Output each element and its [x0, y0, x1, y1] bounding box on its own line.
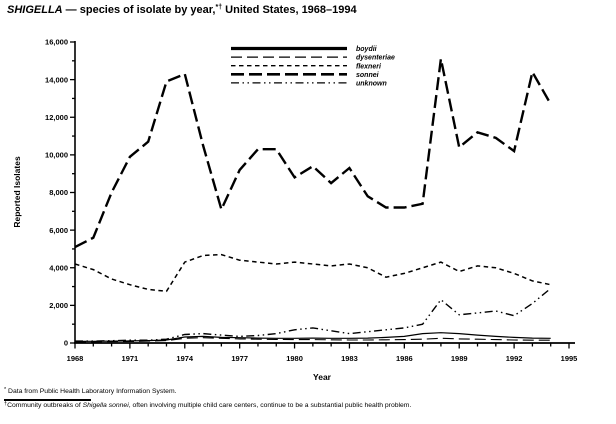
legend-label-unknown: unknown: [356, 80, 387, 88]
x-tick-label: 1974: [176, 354, 194, 363]
x-tick-label: 1968: [66, 354, 84, 363]
y-axis-title: Reported Isolates: [12, 156, 22, 228]
series-line-sonnei: [75, 59, 551, 247]
y-tick-label: 4,000: [49, 263, 68, 273]
y-tick-label: 2,000: [49, 301, 68, 311]
footnote-community: [4, 401, 411, 409]
y-tick-label: 0: [63, 338, 68, 348]
x-tick-label: 1986: [395, 354, 413, 363]
footnote-data-source: [4, 387, 177, 395]
title-main: — species of isolate by year,: [62, 4, 216, 16]
x-tick-label: 1971: [121, 354, 139, 363]
title-tail: United States, 1968–1994: [222, 4, 357, 16]
x-tick-label: 1992: [505, 354, 523, 363]
footnote-marker-asterisk: *: [4, 387, 7, 393]
x-axis-title: Year: [313, 372, 331, 382]
y-tick-label: 12,000: [45, 112, 68, 122]
legend-label-sonnei: sonnei: [356, 71, 379, 79]
footnote-data-source-text: Data from Public Health Laboratory Information System.: [8, 388, 177, 395]
x-tick-label: 1980: [286, 354, 303, 363]
y-tick-label: 16,000: [45, 37, 68, 47]
x-tick-label: 1995: [560, 354, 578, 363]
title-genus: SHIGELLA: [7, 4, 63, 16]
x-tick-label: 1983: [341, 354, 358, 363]
series-line-unknown: [75, 288, 551, 341]
x-tick-label: 1989: [450, 354, 468, 363]
y-tick-label: 14,000: [45, 75, 68, 85]
footnote-community-species: Shigella sonnei: [82, 402, 129, 409]
y-tick-label: 6,000: [49, 225, 68, 235]
legend-label-boydii: boydii: [356, 46, 377, 54]
y-tick-label: 10,000: [45, 150, 68, 160]
legend-label-dysenteriae: dysenteriae: [356, 54, 395, 62]
series-line-flexneri: [75, 255, 551, 292]
y-tick-label: 8,000: [49, 188, 68, 198]
footnote-community-post: , often involving multiple child care centers, continue to be a substantial public health problem.: [128, 402, 412, 409]
footnote-community-pre: Community outbreaks of: [7, 402, 83, 409]
legend-label-flexneri: flexneri: [356, 63, 381, 71]
footnote-marker-dagger: †: [4, 401, 8, 407]
title-superscript: *†: [215, 4, 223, 11]
x-tick-label: 1977: [231, 354, 249, 363]
